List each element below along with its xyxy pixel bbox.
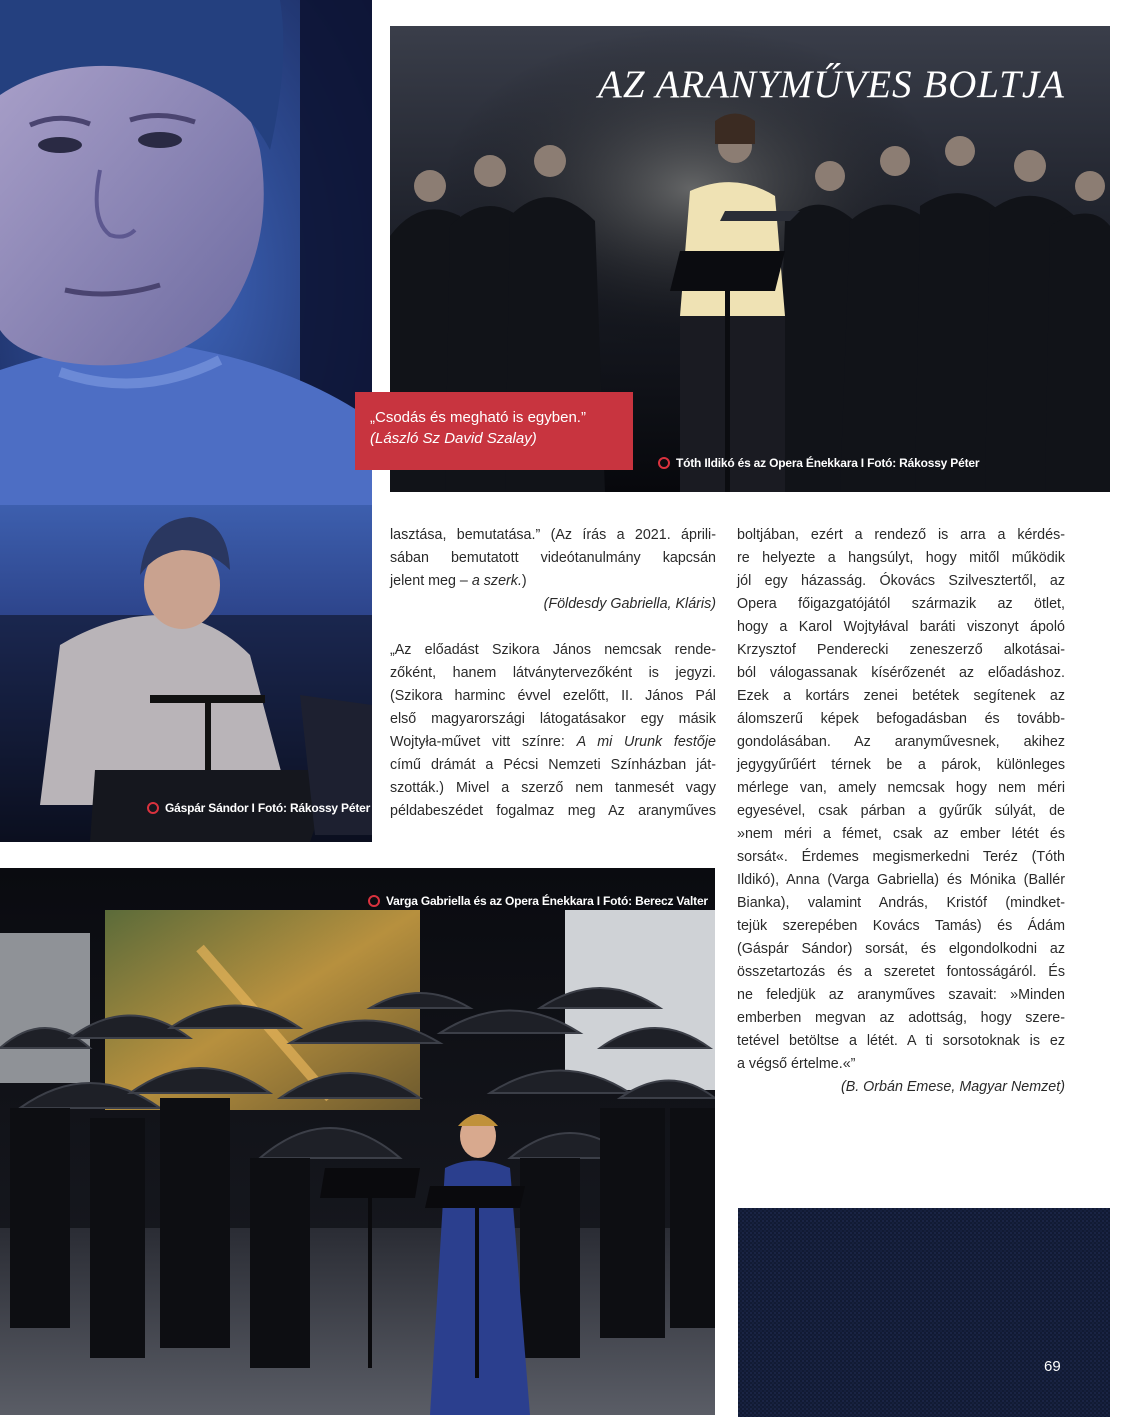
text-line: »nem méri a fémet, csak az ember létét és: [737, 826, 1065, 842]
text-line: első magyarországi látogatásakor egy másik: [390, 711, 716, 727]
italic-title: a szerk.: [471, 573, 522, 589]
text-line: gondolásában. Az aranyművesnek, akihez: [737, 734, 1065, 750]
article-headline: AZ ARANYMŰVES BOLTJA: [598, 63, 1065, 106]
text-line: Opera főigazgatójától származik az ötlet,: [737, 596, 1065, 612]
singer-caption-text: Gáspár Sándor I Fotó: Rákossy Péter: [165, 801, 371, 815]
paragraph: [390, 639, 716, 823]
text-line: sorsát«. Érdemes megismerkedni Teréz (Tóth: [737, 849, 1065, 865]
text-line: ból válogassanak kísérőzenét az előadáshoz.: [737, 665, 1065, 681]
text-line: példabeszédet fogalmaz meg Az aranyműves: [390, 803, 716, 819]
text-line: a végső értelme.«”: [737, 1056, 856, 1072]
attribution: (Földesdy Gabriella, Kláris): [543, 596, 716, 612]
singer-at-lectern-photo: [0, 505, 372, 842]
text-line: összetartozás és a szeretet fontosságáról. És: [737, 964, 1065, 980]
caption-ring-icon: [368, 895, 380, 907]
article-column-right: [737, 524, 1065, 1099]
text-line: tetével betöltse a létét. A ti sorsotoknak is ez: [737, 1033, 1065, 1049]
choir-photo-caption: [658, 456, 979, 470]
umbrella-caption-text: Varga Gabriella és az Opera Énekkara I Fotó: Berecz Valter: [386, 894, 708, 908]
text-line: hogy a Karol Wojtyłával baráti viszonyt ápoló: [737, 619, 1065, 635]
attribution: (B. Orbán Emese, Magyar Nemzet): [840, 1079, 1065, 1095]
text-line: „Az előadást Szikora János nemcsak rende-: [390, 642, 716, 658]
umbrella-chorus-photo: [0, 868, 715, 1415]
text-line: Wojtyła-művet vitt színre: A mi Urunk festője: [390, 734, 716, 750]
text-line: Krzysztof Penderecki zeneszerző alkotásai-: [737, 642, 1065, 658]
text-line: álomszerű képek befogadásban és tovább-: [737, 711, 1065, 727]
dark-fabric-texture-image: [738, 1208, 1110, 1417]
pull-quote-box: [355, 392, 633, 470]
pull-quote-source: (László Sz David Szalay): [370, 430, 537, 447]
text-line: szották.) Mivel a szerző nem tanmesét vagy: [390, 780, 716, 796]
paragraph: [737, 524, 1065, 1076]
caption-ring-icon: [658, 457, 670, 469]
text-line: lasztása, bemutatása.” (Az írás a 2021. áprili-: [390, 527, 716, 543]
umbrella-photo-caption: [368, 894, 708, 908]
text-line: tejük szerepében Kovács Tamás) és Ádám: [737, 918, 1065, 934]
text-line: emberben megvan az adottság, hogy szere-: [737, 1010, 1065, 1026]
text-line: (Gáspár Sándor) sorsát, és elgondolkodni az: [737, 941, 1065, 957]
text-line: re helyezte a hangsúlyt, hogy mitől működik: [737, 550, 1065, 566]
text-line: Bianka), valamint András, Kristóf (mindket-: [737, 895, 1065, 911]
text-line: jelent meg – a szerk.): [390, 573, 527, 589]
text-line: mérlege van, amely nemcsak hogy nem méri: [737, 780, 1065, 796]
text-line: sában bemutatott videótanulmány kapcsán: [390, 550, 716, 566]
text-line: (Szikora harminc évvel ezelőtt, II. János Pál: [390, 688, 716, 704]
text-line: Ildikó), Anna (Varga Gabriella) és Mónika (Ballér: [737, 872, 1065, 888]
text-line: Ezek a kortárs zenei betétek segítenek az: [737, 688, 1065, 704]
text-line: ne feledjük az aranyműves szavait: »Minden: [737, 987, 1065, 1003]
choir-caption-text: Tóth Ildikó és az Opera Énekkara I Fotó: Rákossy Péter: [676, 456, 980, 470]
page-number: 69: [1044, 1358, 1061, 1375]
paragraph: [390, 524, 716, 616]
singer-photo-caption: [147, 801, 370, 815]
text-line: című drámát a Pécsi Nemzeti Színházban ját-: [390, 757, 716, 773]
text-line: jól egy házasság. Ókovács Szilvesztertől, az: [737, 573, 1065, 589]
article-column-middle: [390, 524, 716, 823]
text-line: zőként, hanem látványtervezőként is jegyzi.: [390, 665, 716, 681]
pull-quote-text: „Csodás és megható is egyben.”: [370, 409, 586, 426]
text-line: boltjában, ezért a rendező is arra a kérdés-: [737, 527, 1065, 543]
text-line: jegygyűrűért térnek be a párok, különleges: [737, 757, 1065, 773]
caption-ring-icon: [147, 802, 159, 814]
text-line: egyesével, csak párban a gyűrűk súlyát, de: [737, 803, 1065, 819]
italic-title: A mi Urunk festője: [576, 734, 716, 750]
